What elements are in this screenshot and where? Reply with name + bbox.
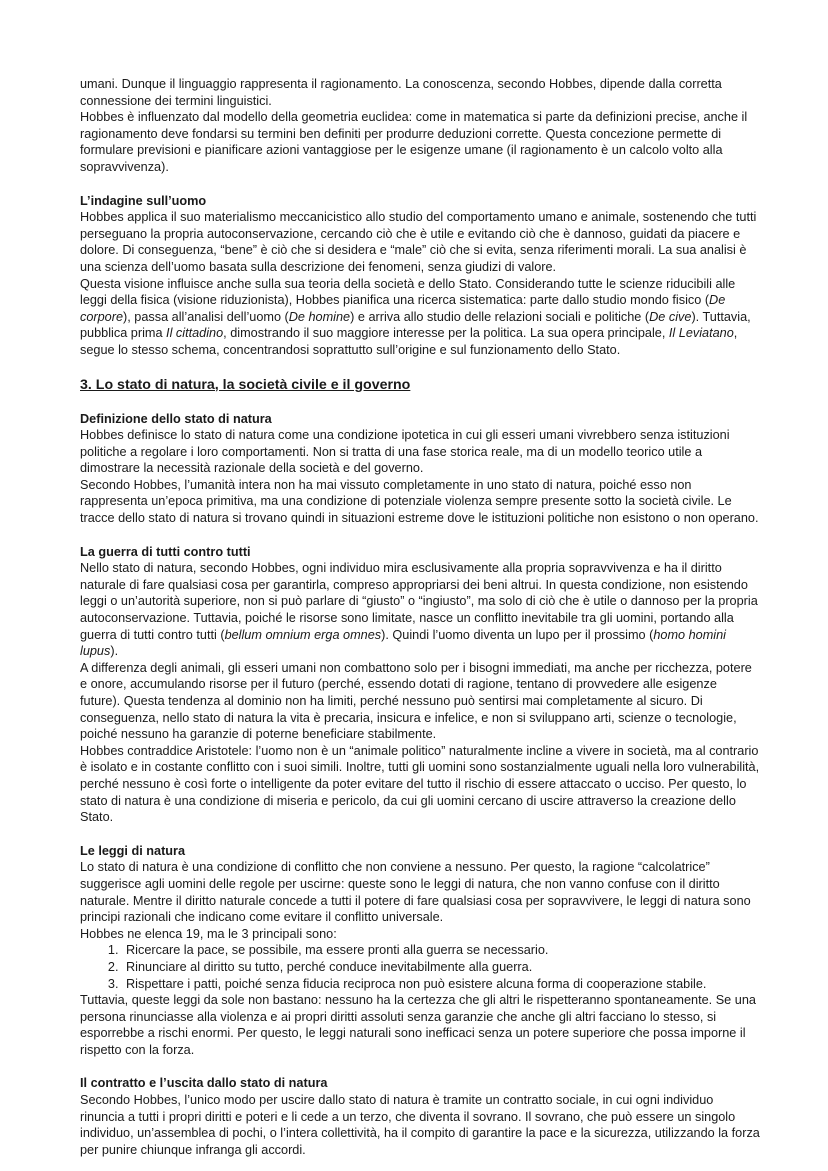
list-item: 1. Ricercare la pace, se possibile, ma essere pronti alla guerra se necessario. bbox=[122, 942, 760, 959]
latin-homo-homini: homo homini lupus bbox=[80, 627, 726, 659]
title-il-cittadino: Il cittadino bbox=[166, 326, 224, 341]
list-item: 3. Rispettare i patti, poiché senza fiducia reciproca non può esistere alcuna forma di cooperazione stabile. bbox=[122, 976, 760, 993]
title-de-homine: De homine bbox=[288, 309, 351, 324]
heading-leggi-natura: Le leggi di natura bbox=[80, 843, 186, 858]
guerra-paragraph-3: Hobbes contraddice Aristotele: l’uomo non è un “animale politico” naturalmente incline a vivere in società, ma al contrario è isolato e in costante conflitto con i suoi simili. Inoltre, tutti gli uomini sono sostanzialmente uguali nella loro vulnerabilità, perché nessuno è così forte o intelligente da poter evitare del tutto il rischio di essere attaccato o ucciso. Per questo, lo stato di natura è una condizione di miseria e pericolo, da cui gli uomini cercano di uscire attraverso la creazione dello Stato. bbox=[80, 743, 760, 825]
title-de-cive: De cive bbox=[649, 309, 692, 324]
leggi-paragraph-2: Hobbes ne elenca 19, ma le 3 principali sono: bbox=[80, 926, 337, 941]
document-page bbox=[80, 76, 760, 1158]
leggi-list bbox=[80, 942, 760, 992]
heading-contratto: Il contratto e l’uscita dallo stato di natura bbox=[80, 1076, 328, 1091]
latin-bellum: bellum omnium erga omnes bbox=[224, 627, 382, 642]
section-3-title: 3. Lo stato di natura, la società civile e il governo bbox=[80, 376, 411, 393]
heading-definizione: Definizione dello stato di natura bbox=[80, 411, 272, 426]
guerra-paragraph-2: A differenza degli animali, gli esseri umani non combattono solo per i bisogni immediati, ma anche per ricchezza, potere e onore, accumulando risorse per il futuro (perché, essendo dotati di ragione, tentano di provvedere alle esigenze future). Questa tendenza al dominio non ha limiti, perché nessuno può sentirsi mai completamente al sicuro. Di conseguenza, nello stato di natura la vita è precaria, insicura e infelice, e non si sviluppano arti, scienze o tecnologie, poiché nessuno ha garanzie di poterne beneficiare stabilmente. bbox=[80, 660, 752, 742]
intro-paragraph-1: umani. Dunque il linguaggio rappresenta il ragionamento. La conoscenza, secondo Hobbes, dipende dalla corretta connessione dei termini linguistici. bbox=[80, 77, 722, 108]
leggi-paragraph-1: Lo stato di natura è una condizione di conflitto che non conviene a nessuno. Per questo, la ragione “calcolatrice” suggerisce agli uomini delle regole per uscirne: queste sono le leggi di natura, che non vanno confuse con il diritto naturale. Mentre il diritto naturale concede a tutti il potere di fare qualsiasi cosa per sopravvivere, le leggi di natura sono principi razionali che indicano come evitare il conflitto universale. bbox=[80, 860, 751, 925]
list-item: 2. Rinunciare al diritto su tutto, perché conduce inevitabilmente alla guerra. bbox=[122, 959, 760, 976]
contratto-paragraph-1: Secondo Hobbes, l’unico modo per uscire dallo stato di natura è tramite un contratto sociale, in cui ogni individuo rinuncia a tutti i propri diritti e poteri e li cede a un terzo, che diventa il sovrano. Il sovrano, che può essere un singolo individuo, un’assemblea di pochi, o l’intera collettività, ha il compito di garantire la pace e la sicurezza, utilizzando la forza per punire chiunque infranga gli accordi. bbox=[80, 1093, 760, 1157]
intro-paragraph-2: Hobbes è influenzato dal modello della geometria euclidea: come in matematica si parte da definizioni precise, anche il ragionamento deve fondarsi su termini ben definiti per produrre deduzioni corrette. Questa concezione permette di formulare previsioni e pianificare azioni vantaggiose per le esigenze umane (il ragionamento è un calcolo volto alla sopravvivenza). bbox=[80, 110, 748, 174]
definizione-paragraph-2: Secondo Hobbes, l’umanità intera non ha mai vissuto completamente in uno stato di natura, poiché esso non rappresenta un’epoca primitiva, ma una condizione di potenziale violenza sempre presente sotto la società civile. Le tracce dello stato di natura si trovano quindi in situazioni estreme dove le istituzioni politiche non esistono o non operano. bbox=[80, 477, 759, 526]
title-il-leviatano: Il Leviatano bbox=[668, 326, 734, 341]
heading-indagine-uomo: L’indagine sull’uomo bbox=[80, 193, 207, 208]
definizione-paragraph-1: Hobbes definisce lo stato di natura come una condizione ipotetica in cui gli esseri umani vivrebbero senza istituzioni politiche a regolare i loro comportamenti. Non si tratta di una fase storica reale, ma di un modello teorico utile a dimostrare la necessità razionale della società e del governo. bbox=[80, 428, 730, 476]
uomo-paragraph-1: Hobbes applica il suo materialismo meccanicistico allo studio del comportamento umano e animale, sostenendo che tutti perseguano la propria autoconservazione, cercando ciò che è utile e evitando ciò che è dannoso, guidati da piacere e dolore. Di conseguenza, “bene” è ciò che si desidera e “male” ciò che si evita, senza riferimenti morali. La sua analisi è una scienza dell’uomo basata sulla descrizione dei fenomeni, senza giudizi di valore. bbox=[80, 210, 757, 274]
guerra-paragraph-1: Nello stato di natura, secondo Hobbes, ogni individuo mira esclusivamente alla propria sopravvivenza e ha il diritto naturale di fare qualsiasi cosa per garantirla, compreso appropriarsi dei beni altrui. In questa condizione, non esistendo leggi o un’autorità superiore, non si può parlare di “giusto” o “ingiusto”, ma solo di ciò che è utile o dannoso per la propria autoconservazione. Tuttavia, poiché le risorse sono limitate, nasce un conflitto inevitabile tra gli uomini, portando alla guerra di tutti contro tutti (bellum omnium erga omnes). Quindi l’uomo diventa un lupo per il prossimo (homo homini lupus). bbox=[80, 561, 758, 659]
uomo-paragraph-2: Questa visione influisce anche sulla sua teoria della società e dello Stato. Considerando tutte le scienze riducibili alle leggi della fisica (visione riduzionista), Hobbes pianifica una ricerca sistematica: parte dallo studio mondo fisico (De corpore), passa all’analisi dell’uomo (De homine) e arriva allo studio delle relazioni sociali e politiche (De cive). Tuttavia, pubblica prima Il cittadino, dimostrando il suo maggiore interesse per la politica. La sua opera principale, Il Leviatano, segue lo stesso schema, concentrandosi soprattutto sull’origine e sul funzionamento dello Stato. bbox=[80, 276, 751, 357]
title-de-corpore: De corpore bbox=[80, 293, 726, 324]
heading-guerra: La guerra di tutti contro tutti bbox=[80, 544, 251, 559]
leggi-paragraph-3: Tuttavia, queste leggi da sole non bastano: nessuno ha la certezza che gli altri le rispetteranno spontaneamente. Se una persona rinunciasse alla violenza e ai propri diritti assoluti senza garanzie che anche gli altri facciano lo stesso, si esporrebbe a rischi enormi. Per questo, le leggi naturali sono inefficaci senza un potere superiore che possa imporne il rispetto con la forza. bbox=[80, 993, 756, 1057]
